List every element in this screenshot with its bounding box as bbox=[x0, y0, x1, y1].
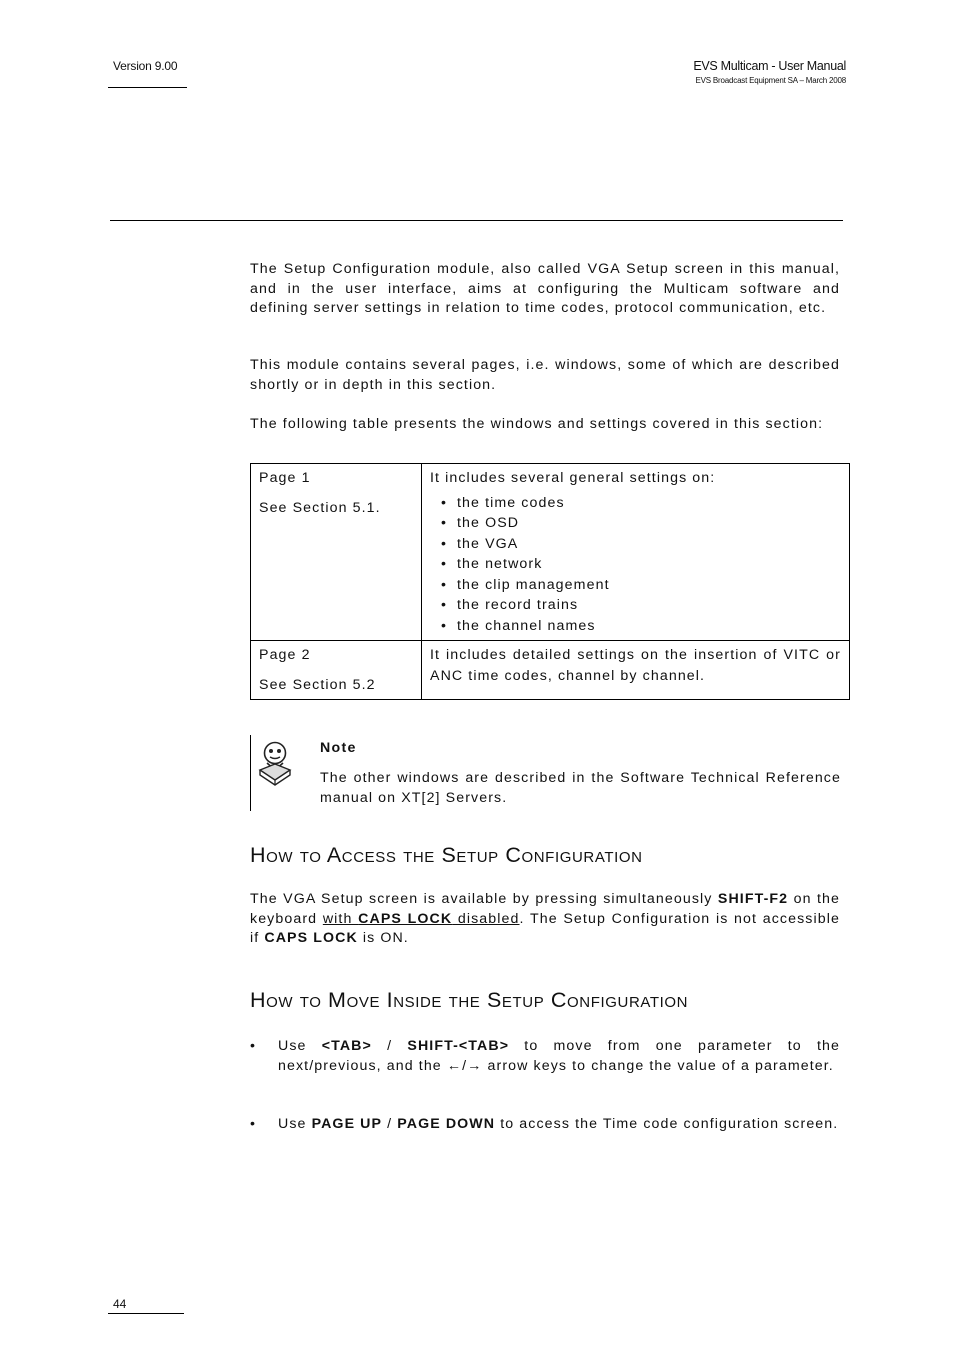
key-caps-lock: CAPS LOCK bbox=[264, 930, 358, 946]
footer-rule bbox=[108, 1313, 184, 1314]
bullet-icon: • bbox=[441, 515, 448, 531]
version-label: Version 9.00 bbox=[113, 59, 178, 73]
table-cell-description bbox=[422, 641, 850, 700]
list-item: • the time codes bbox=[430, 493, 841, 514]
list-item: • the OSD bbox=[430, 513, 841, 534]
description-text: It includes several general settings on: bbox=[430, 470, 716, 486]
list-item: • the network bbox=[430, 554, 841, 575]
bullet-icon: • bbox=[441, 617, 448, 634]
section-heading-access: How to Access the Setup Configuration bbox=[250, 843, 643, 867]
note-icon bbox=[256, 740, 294, 786]
intro-paragraph-2: This module contains several pages, i.e. windows, some of which are described shortly or in depth in this section. bbox=[250, 357, 840, 393]
intro-paragraph-1: The Setup Configuration module, also called VGA Setup screen in this manual, and in the user interface, aims at configuring the Multicam software and defining server settings in relation to time codes, protocol communication, etc. bbox=[250, 261, 840, 316]
table-row bbox=[251, 464, 850, 641]
note-text: The other windows are described in the Software Technical Reference manual on XT[2] Servers. bbox=[320, 770, 841, 806]
section-reference: See Section 5.2 bbox=[259, 676, 376, 693]
pages-table bbox=[250, 463, 850, 700]
bullet-icon: • bbox=[441, 597, 448, 613]
section-divider bbox=[110, 220, 843, 221]
bullet-icon: • bbox=[250, 1116, 257, 1132]
page-label: Page 1 bbox=[259, 470, 311, 486]
section-heading-move: How to Move Inside the Setup Configuration bbox=[250, 988, 689, 1012]
page-label: Page 2 bbox=[259, 647, 311, 663]
bullet-icon: • bbox=[441, 535, 448, 552]
table-cell-page bbox=[251, 464, 422, 641]
list-item: • the channel names bbox=[430, 616, 841, 637]
page-number: 44 bbox=[113, 1297, 127, 1311]
table-row bbox=[251, 641, 850, 700]
company-date: EVS Broadcast Equipment SA – March 2008 bbox=[695, 76, 846, 85]
table-cell-description bbox=[422, 464, 850, 641]
settings-list bbox=[430, 493, 841, 637]
intro-paragraph-3: The following table presents the windows and settings covered in this section: bbox=[250, 416, 824, 432]
bullet-icon: • bbox=[441, 576, 448, 593]
bullet-icon: • bbox=[441, 556, 448, 572]
list-item-text: Use PAGE UP / PAGE DOWN to access the Time code configuration screen. bbox=[278, 1116, 839, 1132]
list-item: • the VGA bbox=[430, 534, 841, 555]
manual-title: EVS Multicam - User Manual bbox=[693, 59, 846, 73]
bullet-icon: • bbox=[250, 1038, 257, 1054]
header-left-rule bbox=[108, 87, 187, 88]
underlined-condition: with CAPS LOCK disabled bbox=[322, 910, 520, 927]
list-item-text: Use <TAB> / SHIFT-<TAB> to move from one parameter to the next/previous, and the ←/→ arrow keys to change the value of a parameter. bbox=[278, 1038, 840, 1074]
section-reference: See Section 5.1. bbox=[259, 499, 381, 516]
key-shift-f2: SHIFT-F2 bbox=[717, 891, 789, 907]
note-title: Note bbox=[320, 740, 357, 756]
access-paragraph: The VGA Setup screen is available by pressing simultaneously SHIFT-F2 on the keyboard with CAPS LOCK disabled. The Setup Configuration is not accessible if CAPS LOCK is ON. bbox=[250, 891, 840, 946]
list-item: • the clip management bbox=[430, 575, 841, 596]
bullet-icon: • bbox=[441, 494, 448, 511]
note-bar bbox=[250, 735, 251, 811]
table-cell-page bbox=[251, 641, 422, 700]
description-text: It includes detailed settings on the insertion of VITC or ANC time codes, channel by channel. bbox=[430, 647, 841, 684]
list-item: • the record trains bbox=[430, 595, 841, 616]
